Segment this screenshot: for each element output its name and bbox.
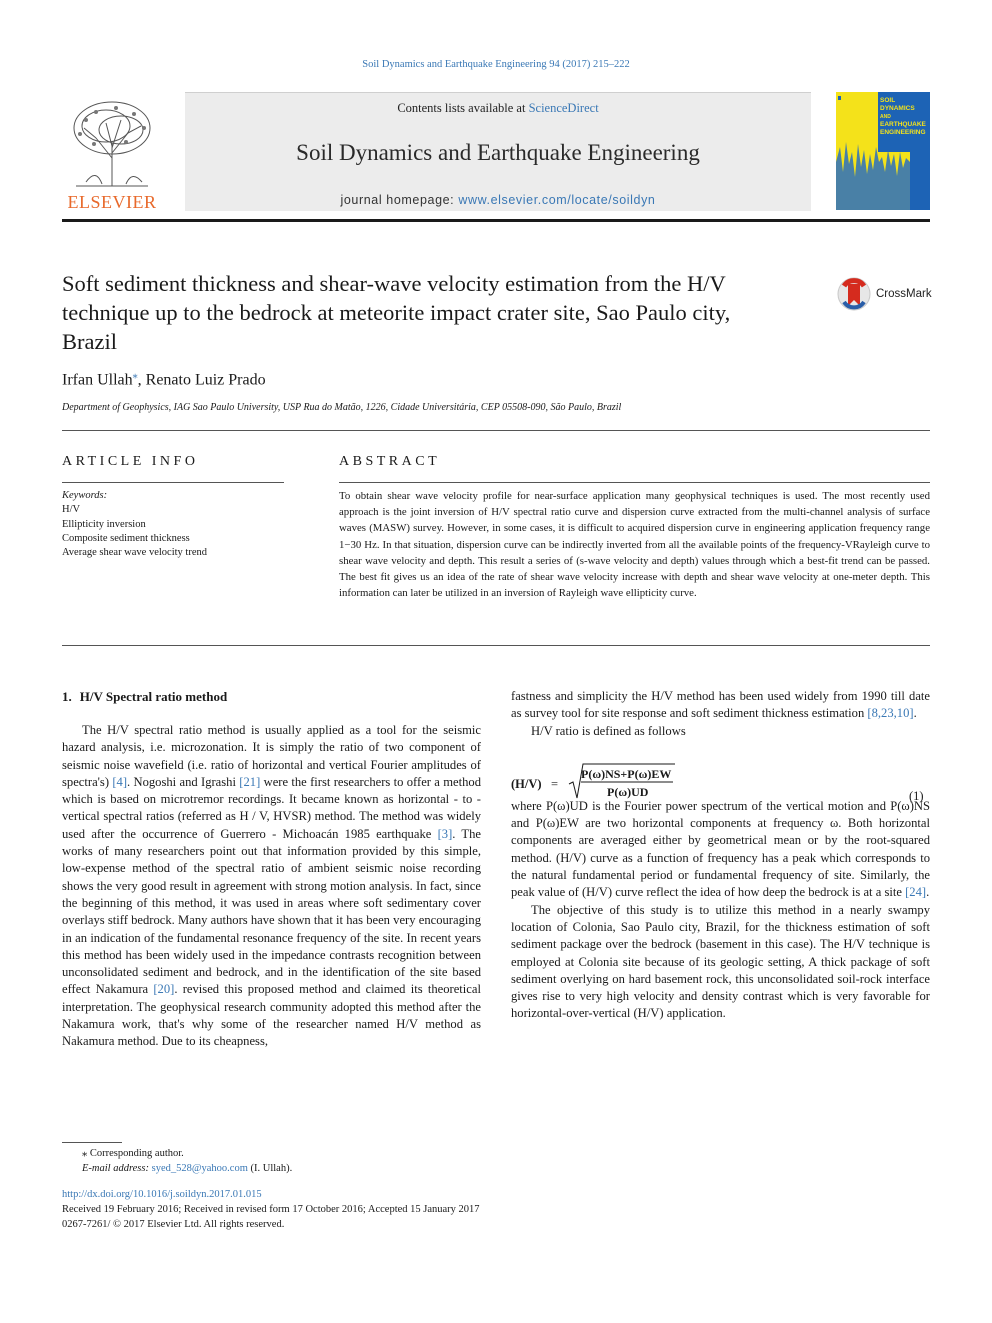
keywords-label: Keywords: bbox=[62, 490, 108, 501]
copyright-line: 0267-7261/ © 2017 Elsevier Ltd. All rights reserved. bbox=[62, 1219, 285, 1230]
equation-numerator: P(ω)NS+P(ω)EW bbox=[581, 767, 672, 781]
abstract-text: To obtain shear wave velocity profile for near-surface application many geophysical techniques is used. The most recently used approach is the joint inversion of H/V spectral ratio curve and dispersion curve extracted from the multi-channel analysis of surface waves (MASW) survey. However, in some cases, it is difficult to acquired dispersion curve in engineering application frequency range 1−30 Hz. In that situation, dispersion curve can be indirectly inverted from all the available points of the frequency-VRayleigh curve to shear wave velocity and depth. This result a series of (s-wave velocity and depth) values through which a best-fit trend can be passed. The best fit gives us an idea of the rate of shear wave velocity increase with depth and shear wave velocity at one-meter depth. This information can later be utilized in an inversion of Rayleigh wave ellipticity curve. bbox=[339, 490, 930, 600]
contents-prefix: Contents lists available at bbox=[397, 101, 529, 115]
citation-link[interactable]: [21] bbox=[239, 774, 261, 789]
equation-number: (1) bbox=[909, 789, 924, 803]
author-2[interactable]: Renato Luiz Prado bbox=[145, 371, 266, 389]
footnotes bbox=[62, 1146, 292, 1176]
keyword-item: Average shear wave velocity trend bbox=[62, 547, 207, 559]
section-title: H/V Spectral ratio method bbox=[79, 689, 228, 704]
equation-lhs: (H/V) bbox=[511, 777, 542, 791]
cover-title-and: AND bbox=[880, 114, 891, 120]
cover-title-line1: SOIL bbox=[880, 97, 896, 104]
body-paragraph: fastness and simplicity the H/V method has been used widely from 1990 till date as survey tool for site response and soft sediment thickness estimation [8,23,10]. bbox=[511, 689, 930, 721]
citation-link[interactable]: [8,23,10] bbox=[867, 706, 914, 721]
author-separator: , bbox=[137, 371, 146, 389]
section-number: 1. bbox=[62, 689, 72, 704]
divider bbox=[339, 482, 930, 483]
article-info-heading: ARTICLE INFO bbox=[62, 454, 199, 469]
title-line-3: Brazil bbox=[62, 329, 117, 354]
citation-link[interactable]: [3] bbox=[437, 826, 453, 841]
journal-cover-image[interactable] bbox=[836, 92, 930, 210]
elsevier-tree-logo bbox=[66, 98, 158, 190]
title-line-2: technique up to the bedrock at meteorite impact crater site, Sao Paulo city, bbox=[62, 300, 731, 325]
divider bbox=[62, 482, 284, 483]
homepage-link[interactable]: www.elsevier.com/locate/soildyn bbox=[458, 193, 656, 207]
citation-link[interactable]: [4] bbox=[112, 774, 128, 789]
sciencedirect-link[interactable]: ScienceDirect bbox=[528, 101, 599, 115]
affiliation: Department of Geophysics, IAG Sao Paulo University, USP Rua do Matão, 1226, Cidade Universitária, CEP 05508-090, São Paulo, Brazil bbox=[62, 402, 622, 413]
keyword-item: Ellipticity inversion bbox=[62, 518, 146, 530]
equation-1 bbox=[511, 762, 930, 802]
body-paragraph: where P(ω)UD is the Fourier power spectrum of the vertical motion and P(ω)NS and P(ω)EW are two horizontal components at frequency ω. Both horizontal components are averaged either by geometrical mean or by the root-squared method. (H/V) curve as a function of frequency has a peak which corresponds to the natural fundamental period or fundamental frequency of site. Similarly, the peak value of (H/V) curve reflect the idea of how deep the bedrock is at a site [24]. bbox=[511, 798, 930, 900]
body-paragraph: H/V ratio is defined as follows bbox=[531, 723, 686, 738]
crossmark-label: CrossMark bbox=[876, 288, 932, 300]
equation-denominator: P(ω)UD bbox=[607, 785, 649, 799]
body-paragraph: The objective of this study is to utilize this method in a nearly swampy location of Colonia, Sao Paulo city, Brazil, for the thickness estimation of soft sediment package over the bedrock (basement in this case). The H/V technique is employed at Colonia site because of its geologic setting, A thick package of soft sediment overlying on hard basement rock, this unconsolidated soil-rock interface gives rise to very high velocity and density contrast which is very favorable for horizontal-over-vertical (H/V) application. bbox=[511, 902, 930, 1021]
keywords-block bbox=[62, 489, 292, 560]
author-list bbox=[62, 370, 266, 389]
keyword-item: H/V bbox=[62, 504, 81, 516]
received-dates: Received 19 February 2016; Received in revised form 17 October 2016; Accepted 15 January 2017 bbox=[62, 1204, 480, 1215]
body-column-right bbox=[511, 688, 930, 1023]
body-paragraph: The H/V spectral ratio method is usually applied as a tool for the seismic hazard analysis, i.e. microzonation. It is simply the ratio of two component of seismic noise wavefield (i.e. ratio of horizontal and vertical Fourier amplitudes of spectra's) [4]. Nogoshi and Igrashi [21] were the first researchers to offer a method which is based on microtremor recordings. It became known as horizontal - to - vertical spectral ratios (referred as H / V, HVSR) method. The method was widely used after the occurrence of Guerrero - Michoacán 1985 earthquake [3]. The works of many researchers point out that information provided by this simple, low-expense method of the spectral ratio of ambient seismic noise recording shows the very good result in agreement with strong motion analysis. In fact, since the beginning of this method, it was used in areas where soft sedimentary cover overlays stiff bedrock. Many authors have shown that it has been very encouraging in an indication of the fundamental resonance frequency of the site. In recent years this method has been widely used in the impedance contrasts recognition between unconsolidated sediment and bedrock, and in the identification of the site based effect Nakamura [20]. revised this proposed method and claimed its theoretical interpretation. The geophysical research community adopted this method after the Nakamura work, that's why some of the researcher named H/V method as Nakamura method. Due to its cheapness, bbox=[62, 723, 481, 1049]
keyword-item: Composite sediment thickness bbox=[62, 532, 190, 544]
article-title bbox=[62, 269, 822, 356]
author-1[interactable]: Irfan Ullah bbox=[62, 371, 133, 389]
journal-reference[interactable]: Soil Dynamics and Earthquake Engineering 94 (2017) 215–222 bbox=[362, 59, 630, 70]
elsevier-wordmark: ELSEVIER bbox=[67, 192, 157, 212]
homepage-prefix: journal homepage: bbox=[340, 193, 459, 207]
contents-line bbox=[185, 101, 811, 116]
divider bbox=[62, 645, 930, 646]
email-link[interactable]: syed_528@yahoo.com bbox=[151, 1163, 248, 1174]
cover-title-line4: ENGINEERING bbox=[880, 129, 926, 136]
citation-link[interactable]: [20] bbox=[153, 982, 175, 997]
corresponding-author-mark[interactable]: ⁎ bbox=[132, 370, 138, 381]
article-metadata bbox=[62, 1187, 480, 1232]
header-rule bbox=[62, 219, 930, 222]
email-note bbox=[62, 1161, 292, 1176]
cover-title-line3: EARTHQUAKE bbox=[880, 121, 926, 128]
email-suffix: (I. Ullah). bbox=[247, 1163, 293, 1174]
footnote-divider bbox=[62, 1142, 122, 1143]
corresponding-author-note: ⁎ Corresponding author. bbox=[82, 1148, 184, 1159]
journal-title: Soil Dynamics and Earthquake Engineering bbox=[296, 140, 700, 165]
divider bbox=[62, 430, 930, 431]
section-heading bbox=[62, 689, 227, 705]
title-line-1: Soft sediment thickness and shear-wave velocity estimation from the H/V bbox=[62, 271, 726, 296]
homepage-line bbox=[185, 193, 811, 207]
citation-link[interactable]: [24] bbox=[905, 885, 927, 900]
email-label: E-mail address: bbox=[82, 1163, 152, 1174]
cover-title-line2: DYNAMICS bbox=[880, 105, 915, 112]
abstract-heading: ABSTRACT bbox=[339, 454, 441, 469]
doi-link[interactable]: http://dx.doi.org/10.1016/j.soildyn.2017.01.015 bbox=[62, 1189, 262, 1200]
body-column-left bbox=[62, 722, 481, 1051]
equation-equals: = bbox=[551, 777, 559, 791]
